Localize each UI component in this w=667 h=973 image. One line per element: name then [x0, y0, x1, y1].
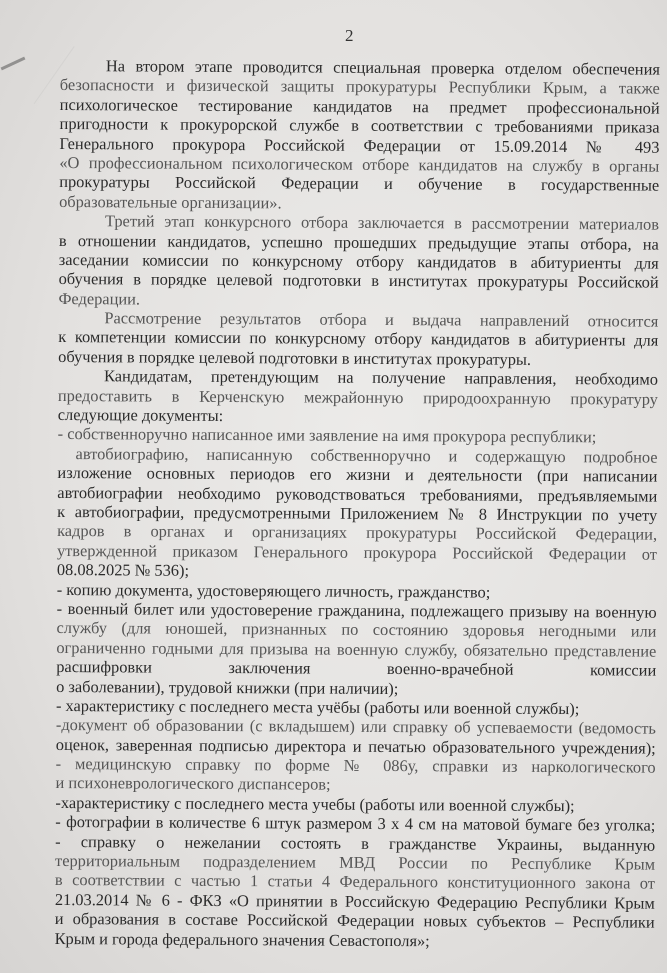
text-line: Федерации.	[58, 288, 141, 309]
text-line: ограниченно годными для призыва на военную службу, обязательно представление	[56, 637, 657, 661]
text-line: Третий этап конкурсного отбора заключается в рассмотрении материалов	[104, 211, 660, 234]
text-line: - собственноручно написанное ими заявление на имя прокурора республики;	[57, 424, 597, 447]
text-line: кадров в органах и организациях прокуратуры Российской Федерации,	[57, 521, 658, 545]
text-line: к компетенции комиссии по конкурсному отбору кандидатов в абитуриенты для	[58, 327, 659, 351]
text-line: обучения в порядке целевой подготовки в институтах прокуратуры Российской	[58, 269, 659, 292]
text-line: и психоневрологического диспансеров;	[55, 773, 331, 795]
text-line: Кандидатам, претендующим на получение направления, необходимо	[103, 366, 659, 389]
text-line: - фотографии в количестве 6 штук размером 3 х 4 см на матовой бумаге без уголка;	[55, 812, 656, 835]
text-line: Генерального прокурора Российской Федерации от 15.09.2014 № 493	[59, 133, 660, 157]
text-line: пригодности к прокурорской службе в соответствии с требованиями приказа	[59, 114, 660, 137]
text-line: психологическое тестирование кандидатов на предмет профессиональной	[59, 94, 660, 118]
text-line: «О профессиональном психологическом отборе кандидатов на службу в органы	[59, 152, 660, 176]
text-line: заседании комиссии по конкурсному отбору кандидатов в абитуриенты для	[58, 249, 659, 273]
text-line: -характеристику с последнего места учебы (работы или военной службы);	[55, 792, 575, 816]
text-line: Крым и города федерального значения Севастополя»;	[54, 928, 430, 950]
text-line: Рассмотрение результатов отбора и выдача направлений относится	[104, 308, 659, 331]
text-line: и образования в составе Российской Федерации новых субъектов – Республики	[54, 909, 655, 932]
text-line: к автобиографии, предусмотренными Приложением № 8 Инструкции по учету	[57, 501, 658, 525]
text-line: - характеристику с последнего места учёбы (работы или военной службы);	[55, 695, 580, 719]
text-line: службу (для юношей, признанных по состоянию здоровья негодными или	[56, 618, 657, 641]
text-line: безопасности и физической защиты прокуратуры Республики Крым, а также	[59, 75, 660, 99]
text-line: - справку о нежелании состоять в гражданстве Украины, выданную	[55, 831, 656, 855]
text-line: территориальным подразделением МВД России по Республике Крым	[55, 851, 656, 874]
page-number: 2	[345, 26, 354, 45]
text-line: автобиографии необходимо руководствоваться требованиями, предъявляемыми	[57, 482, 658, 506]
text-line: - медицинскую справку по форме № 086у, справки из наркологического	[55, 754, 656, 777]
text-line: изложение основных периодов его жизни и деятельности (при написании	[57, 463, 658, 486]
text-line: утвержденной приказом Генерального прокурора Российской Федерации от	[56, 540, 658, 564]
text-line: 21.03.2014 № 6 - ФКЗ «О принятии в Российскую Федерацию Республики Крым	[54, 889, 655, 913]
text-line: предоставить в Керченскую межрайонную природоохранную прокуратуру	[57, 385, 658, 409]
text-line: 08.08.2025 № 536);	[56, 560, 190, 580]
text-line: следующие документы:	[57, 405, 224, 426]
text-line: - копию документа, удостоверяющего личность, гражданство;	[56, 579, 491, 602]
text-line: автобиографию, написанную собственноручно и содержащую подробное	[75, 443, 658, 467]
text-line: оценок, заверенная подписью директора и печатью образовательного учреждения);	[55, 734, 656, 758]
text-line: образовательные организации».	[59, 191, 282, 213]
text-line: о заболевании), трудовой книжки (при наличии);	[56, 676, 399, 698]
text-line: расшифровки заключения военно-врачебной комиссии	[56, 657, 657, 680]
text-line: -документ об образовании (с вкладышем) или справку об успеваемости (ведомость	[55, 715, 656, 738]
text-line: - военный билет или удостоверение гражданина, подлежащего призыву на военную	[56, 598, 657, 622]
text-line: в соответствии с частью 1 статьи 4 Федерального конституционного закона от	[54, 870, 656, 894]
text-line: обучения в порядке целевой подготовки в институтах прокуратуры.	[58, 346, 532, 369]
text-line: прокуратуры Российской Федерации и обучение в государственные	[59, 172, 660, 196]
document-body	[55, 56, 660, 952]
text-line: в отношении кандидатов, успешно прошедших предыдущие этапы отбора, на	[58, 230, 659, 254]
text-line: На втором этапе проводится специальная проверка отделом обеспечения	[105, 56, 660, 79]
